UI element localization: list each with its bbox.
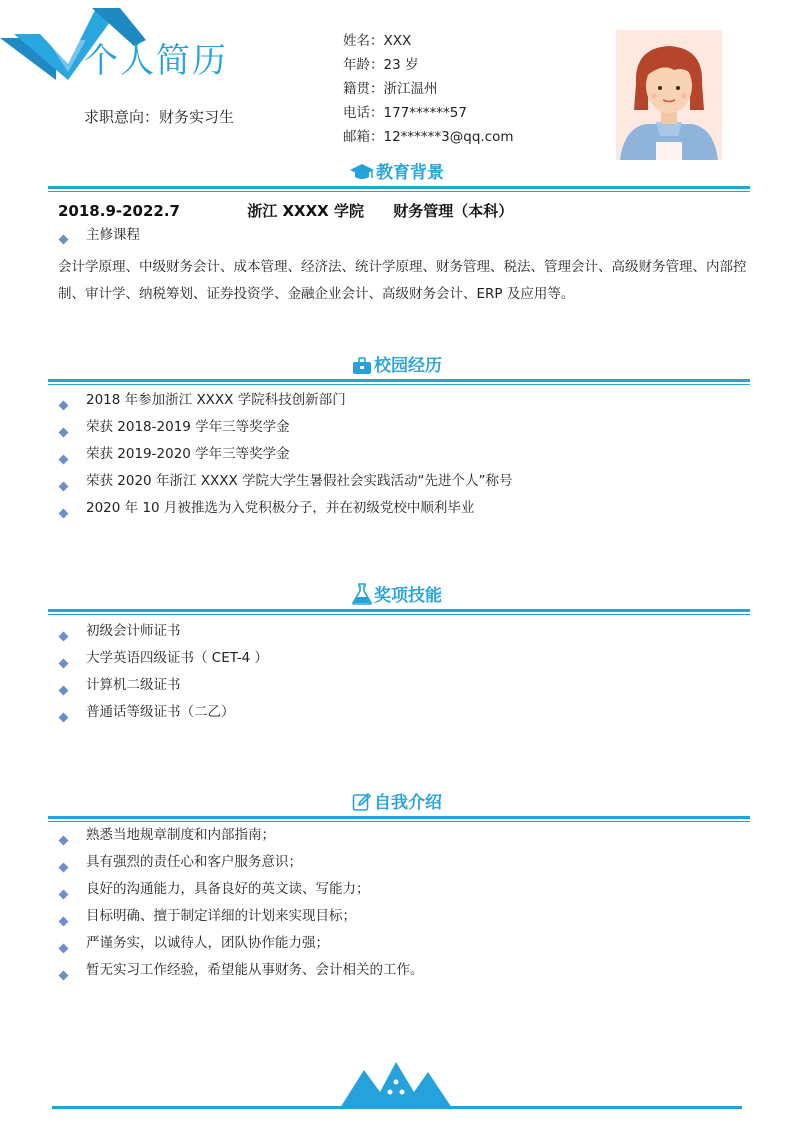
education-heading: 教育背景: [376, 163, 444, 183]
graduation-cap-icon: [350, 162, 374, 187]
intro-item: 严谨务实，以诚待人，团队协作能力强；: [86, 935, 329, 951]
bullet-icon: [59, 713, 69, 723]
campus-item: 2020 年 10 月被推选为入党积极分子，并在初级党校中顺利毕业: [86, 500, 475, 516]
education-summary: [58, 200, 513, 221]
bullet-icon: [59, 455, 69, 465]
campus-section-header: [0, 351, 794, 381]
flask-icon: [352, 583, 372, 610]
bullet-icon: [59, 944, 69, 954]
footer-divider: [52, 1106, 742, 1109]
intro-item: 目标明确、擅于制定详细的计划来实现目标；: [86, 908, 356, 924]
resume-title: 个人简历: [84, 41, 228, 81]
section-divider: [48, 379, 750, 382]
info-age: 年龄：23 岁: [343, 57, 419, 73]
info-hometown: 籍贯：浙江温州: [343, 81, 438, 97]
campus-item: 2018 年参加浙江 XXXX 学院科技创新部门: [86, 392, 346, 408]
section-divider: [48, 186, 750, 189]
bullet-icon: [59, 235, 69, 245]
course-list: 会计学原理、中级财务会计、成本管理、经济法、统计学原理、财务管理、税法、管理会计、高级财务管理、内部控制、审计学、纳税筹划、证券投资学、金融企业会计、高级财务会计、ERP 及应用等。: [58, 259, 747, 302]
bullet-icon: [59, 632, 69, 642]
bullet-icon: [59, 971, 69, 981]
education-period: 2018.9-2022.7: [58, 202, 180, 220]
bullet-icon: [59, 482, 69, 492]
edit-icon: [352, 792, 372, 817]
intro-heading: 自我介绍: [374, 793, 442, 813]
section-divider-thin: [48, 384, 750, 385]
bullet-icon: [59, 659, 69, 669]
briefcase-icon: [352, 357, 372, 380]
campus-item: 荣获 2020 年浙江 XXXX 学院大学生暑假社会实践活动“先进个人”称号: [86, 473, 513, 489]
bullet-icon: [59, 509, 69, 519]
bullet-icon: [59, 863, 69, 873]
award-item: 计算机二级证书: [86, 677, 181, 693]
education-school: 浙江 XXXX 学院: [247, 202, 364, 220]
intro-item: 具有强烈的责任心和客户服务意识；: [86, 854, 302, 870]
intro-section-header: [0, 788, 794, 818]
bullet-icon: [59, 428, 69, 438]
section-divider: [48, 816, 750, 819]
info-phone: 电话：177******57: [343, 105, 467, 121]
bullet-icon: [59, 836, 69, 846]
course-label: 主修课程: [86, 227, 140, 243]
section-divider-thin: [48, 821, 750, 822]
footer-mountains-decoration: [340, 1058, 452, 1110]
intro-item: 熟悉当地规章制度和内部指南；: [86, 827, 275, 843]
bullet-icon: [59, 917, 69, 927]
intro-item: 暂无实习工作经验，希望能从事财务、会计相关的工作。: [86, 962, 424, 978]
bullet-icon: [59, 890, 69, 900]
awards-section-header: [0, 581, 794, 611]
bullet-icon: [59, 401, 69, 411]
campus-item: 荣获 2018-2019 学年三等奖学金: [86, 419, 290, 435]
avatar: [616, 30, 722, 160]
section-divider-thin: [48, 191, 750, 192]
bullet-icon: [59, 686, 69, 696]
info-email: 邮箱：12******3@qq.com: [343, 129, 514, 145]
award-item: 普通话等级证书（二乙）: [86, 704, 235, 720]
info-name: 姓名：XXX: [343, 33, 412, 49]
intro-item: 良好的沟通能力，具备良好的英文读、写能力；: [86, 881, 370, 897]
education-section-header: [0, 158, 794, 188]
award-item: 大学英语四级证书（ CET-4 ）: [86, 650, 269, 666]
awards-heading: 奖项技能: [374, 586, 442, 606]
education-major: 财务管理（本科）: [393, 202, 514, 220]
section-divider: [48, 609, 750, 612]
job-objective: 求职意向：财务实习生: [84, 108, 235, 126]
campus-heading: 校园经历: [374, 356, 442, 376]
award-item: 初级会计师证书: [86, 623, 181, 639]
campus-item: 荣获 2019-2020 学年三等奖学金: [86, 446, 290, 462]
section-divider-thin: [48, 614, 750, 615]
